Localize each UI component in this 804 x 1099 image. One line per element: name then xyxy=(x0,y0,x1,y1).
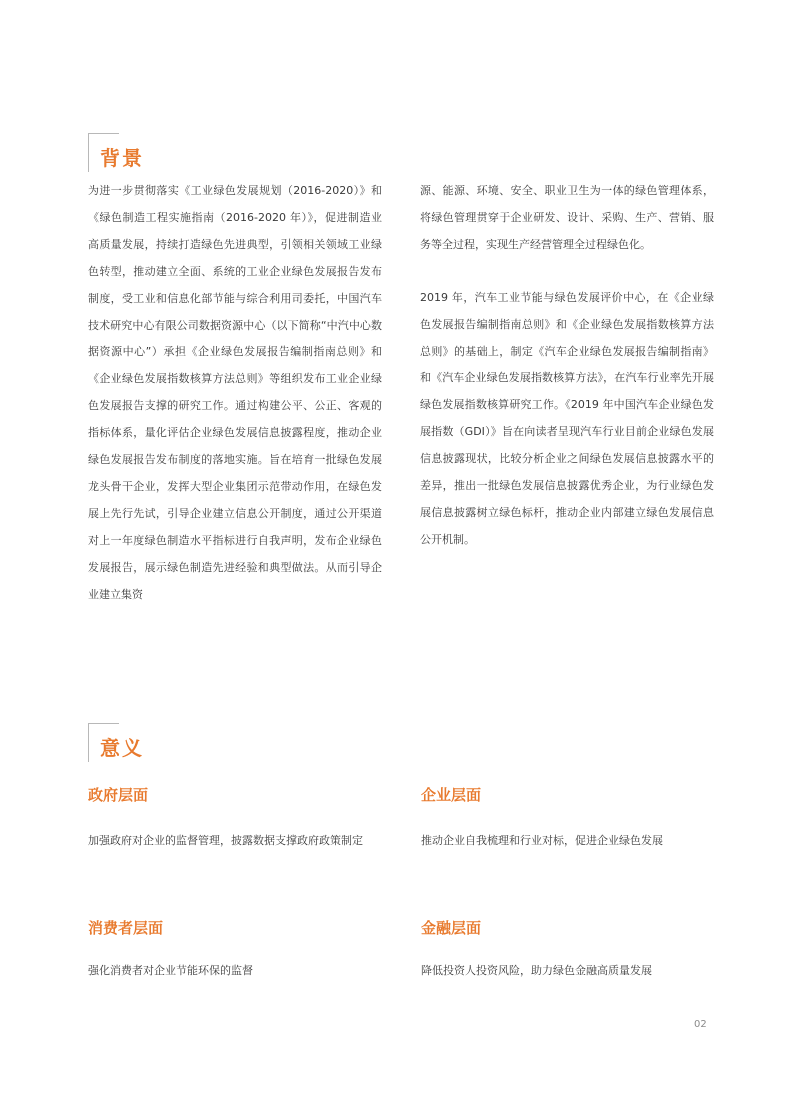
consumer-level-title: 消费者层面 xyxy=(88,919,164,937)
significance-heading xyxy=(88,723,144,767)
enterprise-level-text: 推动企业自我梳理和行业对标，促进企业绿色发展 xyxy=(421,834,663,847)
government-level-title: 政府层面 xyxy=(88,786,149,804)
significance-heading-text: 意义 xyxy=(100,736,144,760)
enterprise-level-title: 企业层面 xyxy=(421,786,482,804)
finance-level-text: 降低投资人投资风险，助力绿色金融高质量发展 xyxy=(421,964,652,977)
background-heading-text: 背景 xyxy=(100,146,144,170)
background-left-column xyxy=(88,178,382,609)
consumer-level-text: 强化消费者对企业节能环保的监督 xyxy=(88,964,253,977)
government-level-text: 加强政府对企业的监督管理，披露数据支撑政府政策制定 xyxy=(88,834,363,847)
finance-level-title: 金融层面 xyxy=(421,919,482,937)
background-left-paragraph: 为进一步贯彻落实《工业绿色发展规划（2016-2020）》和《绿色制造工程实施指南（2016-2020 年）》，促进制造业高质量发展，持续打造绿色先进典型，引领相关领域工业绿色转型，推动建立全面、系统的工业企业绿色发展报告发布制度，受工业和信息化部节能与综合利用司委托，中国汽车技术研究中心有限公司数据资源中心（以下简称“中汽中心数据资源中心”）承担《企业绿色发展报告编制指南总则》和《企业绿色发展指数核算方法总则》等组织发布工业企业绿色发展报告支撑的研究工作。通过构建公平、公正、客观的指标体系，量化评估企业绿色发展信息披露程度，推动企业绿色发展报告发布制度的落地实施。旨在培育一批绿色发展龙头骨干企业，发挥大型企业集团示范带动作用，在绿色发展上先行先试，引导企业建立信息公开制度，通过公开渠道对上一年度绿色制造水平指标进行自我声明，发布企业绿色发展报告，展示绿色制造先进经验和典型做法。从而引导企业建立集资 xyxy=(88,184,382,601)
background-right-paragraph-2: 2019 年，汽车工业节能与绿色发展评价中心，在《企业绿色发展报告编制指南总则》和《企业绿色发展指数核算方法总则》的基础上，制定《汽车企业绿色发展报告编制指南》和《汽车企业绿色发展指数核算方法》，在汽车行业率先开展绿色发展指数核算研究工作。《2019 年中国汽车企业绿色发展指数（GDI）》旨在向读者呈现汽车行业目前企业绿色发展信息披露现状，比较分析企业之间绿色发展信息披露水平的差异，推出一批绿色发展信息披露优秀企业，为行业绿色发展信息披露树立绿色标杆，推动企业内部建立绿色发展信息公开机制。 xyxy=(420,290,714,546)
background-heading xyxy=(88,133,144,177)
background-right-column xyxy=(420,178,714,554)
page-number: 02 xyxy=(694,1019,707,1030)
background-right-paragraph-1: 源、能源、环境、安全、职业卫生为一体的绿色管理体系，将绿色管理贯穿于企业研发、设计、采购、生产、营销、服务等全过程，实现生产经营管理全过程绿色化。 xyxy=(420,184,714,251)
